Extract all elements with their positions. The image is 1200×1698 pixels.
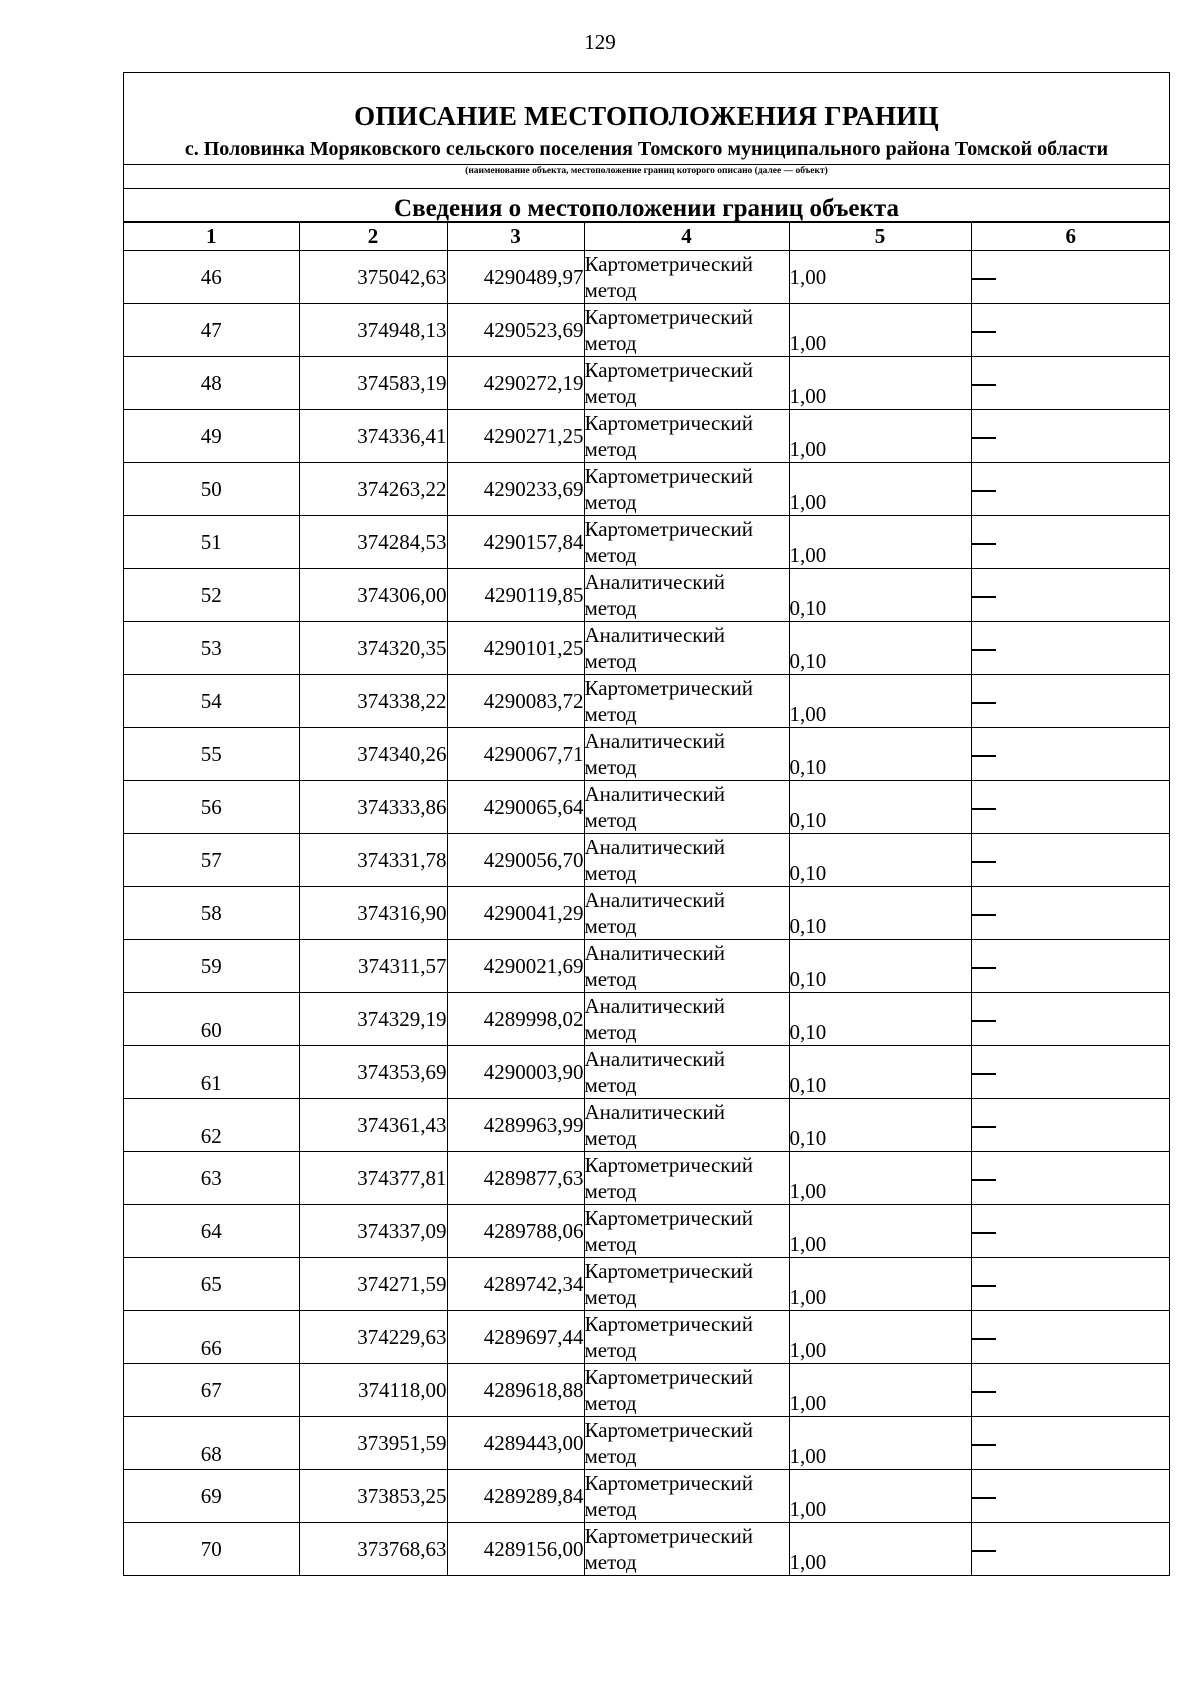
coordinate-x: 374284,53: [299, 516, 447, 569]
empty-dash: [972, 1444, 996, 1446]
method-cell: [584, 569, 789, 622]
method-word: метод: [584, 755, 637, 779]
table-row: [124, 1205, 1170, 1258]
accuracy-value: 1,00: [789, 463, 971, 516]
table-row: [124, 357, 1170, 410]
accuracy-value: 0,10: [789, 781, 971, 834]
point-number: 65: [124, 1258, 299, 1311]
method-name: Картометрический: [584, 252, 753, 276]
method-name: Аналитический: [584, 623, 725, 647]
coordinate-y: 4290083,72: [447, 675, 584, 728]
description-cell: [971, 1099, 1170, 1152]
point-number: 64: [124, 1205, 299, 1258]
coordinate-y: 4290056,70: [447, 834, 584, 887]
description-cell: [971, 569, 1170, 622]
coordinate-x: 373853,25: [299, 1470, 447, 1523]
empty-dash: [972, 967, 996, 969]
coordinate-y: 4290065,64: [447, 781, 584, 834]
accuracy-value: 0,10: [789, 1099, 971, 1152]
object-name: с. Половинка Моряковского сельского поселения Томского муниципального района Томской области: [184, 138, 1109, 160]
empty-dash: [972, 543, 996, 545]
method-cell: [584, 251, 789, 304]
column-header: 2: [299, 223, 447, 251]
table-row: [124, 1258, 1170, 1311]
table-row: [124, 728, 1170, 781]
description-cell: [971, 1523, 1170, 1576]
table-row: [124, 1364, 1170, 1417]
subtitle-underline: [124, 164, 1169, 165]
coordinate-x: 374316,90: [299, 887, 447, 940]
method-cell: [584, 304, 789, 357]
column-header: 3: [447, 223, 584, 251]
table-body: [124, 251, 1170, 1576]
accuracy-value: 0,10: [789, 569, 971, 622]
point-number: 62: [124, 1099, 299, 1152]
description-cell: [971, 940, 1170, 993]
empty-dash: [972, 755, 996, 757]
accuracy-value: 0,10: [789, 887, 971, 940]
table-row: [124, 516, 1170, 569]
description-cell: [971, 357, 1170, 410]
empty-dash: [972, 1391, 996, 1393]
accuracy-value: 1,00: [789, 1311, 971, 1364]
accuracy-value: 1,00: [789, 675, 971, 728]
point-number: 52: [124, 569, 299, 622]
description-cell: [971, 516, 1170, 569]
point-number: 58: [124, 887, 299, 940]
section-title: Сведения о местоположении границ объекта: [124, 189, 1169, 222]
method-name: Картометрический: [584, 1418, 753, 1442]
method-name: Аналитический: [584, 835, 725, 859]
method-name: Картометрический: [584, 1365, 753, 1389]
empty-dash: [972, 331, 996, 333]
description-cell: [971, 304, 1170, 357]
coordinate-y: 4290157,84: [447, 516, 584, 569]
coordinate-y: 4290233,69: [447, 463, 584, 516]
empty-dash: [972, 1020, 996, 1022]
coordinates-table: [124, 222, 1170, 1575]
point-number: 46: [124, 251, 299, 304]
coordinate-x: 374948,13: [299, 304, 447, 357]
accuracy-value: 0,10: [789, 728, 971, 781]
method-name: Картометрический: [584, 1471, 753, 1495]
description-cell: [971, 781, 1170, 834]
method-name: Картометрический: [584, 411, 753, 435]
method-word: метод: [584, 384, 637, 408]
method-word: метод: [584, 808, 637, 832]
point-number: 66: [124, 1311, 299, 1364]
coordinate-y: 4290523,69: [447, 304, 584, 357]
accuracy-value: 1,00: [789, 1205, 971, 1258]
method-cell: [584, 675, 789, 728]
description-cell: [971, 1152, 1170, 1205]
empty-dash: [972, 596, 996, 598]
table-row: [124, 1099, 1170, 1152]
accuracy-value: 1,00: [789, 357, 971, 410]
point-number: 61: [124, 1046, 299, 1099]
method-name: Картометрический: [584, 1312, 753, 1336]
method-word: метод: [584, 1179, 637, 1203]
method-cell: [584, 728, 789, 781]
accuracy-value: 1,00: [789, 516, 971, 569]
method-name: Картометрический: [584, 1259, 753, 1283]
method-cell: [584, 357, 789, 410]
method-word: метод: [584, 1338, 637, 1362]
coordinate-x: 374329,19: [299, 993, 447, 1046]
coordinate-x: 373951,59: [299, 1417, 447, 1470]
document-header: [124, 73, 1169, 189]
method-cell: [584, 1523, 789, 1576]
method-name: Картометрический: [584, 305, 753, 329]
method-cell: [584, 463, 789, 516]
point-number: 49: [124, 410, 299, 463]
empty-dash: [972, 490, 996, 492]
method-name: Аналитический: [584, 1047, 725, 1071]
description-cell: [971, 1046, 1170, 1099]
accuracy-value: 0,10: [789, 940, 971, 993]
method-word: метод: [584, 490, 637, 514]
method-cell: [584, 1205, 789, 1258]
coordinate-y: 4290003,90: [447, 1046, 584, 1099]
coordinate-x: 374229,63: [299, 1311, 447, 1364]
column-header: 1: [124, 223, 299, 251]
coordinate-x: 375042,63: [299, 251, 447, 304]
empty-dash: [972, 1073, 996, 1075]
description-cell: [971, 1417, 1170, 1470]
description-cell: [971, 1205, 1170, 1258]
table-header-row: [124, 223, 1170, 251]
coordinate-y: 4290489,97: [447, 251, 584, 304]
empty-dash: [972, 914, 996, 916]
table-row: [124, 251, 1170, 304]
table-row: [124, 410, 1170, 463]
table-row: [124, 993, 1170, 1046]
description-cell: [971, 1364, 1170, 1417]
method-word: метод: [584, 1232, 637, 1256]
method-cell: [584, 622, 789, 675]
coordinate-y: 4290119,85: [447, 569, 584, 622]
empty-dash: [972, 1232, 996, 1234]
coordinate-x: 374271,59: [299, 1258, 447, 1311]
accuracy-value: 1,00: [789, 1417, 971, 1470]
method-name: Картометрический: [584, 358, 753, 382]
point-number: 50: [124, 463, 299, 516]
table-row: [124, 569, 1170, 622]
coordinate-y: 4289788,06: [447, 1205, 584, 1258]
table-row: [124, 622, 1170, 675]
coordinate-y: 4289156,00: [447, 1523, 584, 1576]
method-cell: [584, 1258, 789, 1311]
coordinate-x: 374353,69: [299, 1046, 447, 1099]
method-word: метод: [584, 1444, 637, 1468]
table-row: [124, 463, 1170, 516]
method-word: метод: [584, 1497, 637, 1521]
table-row: [124, 1470, 1170, 1523]
method-cell: [584, 781, 789, 834]
method-word: метод: [584, 649, 637, 673]
object-name-caption: (наименование объекта, местоположение границ которого описано (далее — объект): [465, 166, 828, 176]
method-cell: [584, 1152, 789, 1205]
method-word: метод: [584, 331, 637, 355]
table-row: [124, 834, 1170, 887]
point-number: 70: [124, 1523, 299, 1576]
method-word: метод: [584, 1073, 637, 1097]
coordinate-x: 374333,86: [299, 781, 447, 834]
table-row: [124, 1152, 1170, 1205]
accuracy-value: 0,10: [789, 622, 971, 675]
empty-dash: [972, 702, 996, 704]
method-word: метод: [584, 543, 637, 567]
coordinate-y: 4290067,71: [447, 728, 584, 781]
point-number: 56: [124, 781, 299, 834]
empty-dash: [972, 649, 996, 651]
method-word: метод: [584, 437, 637, 461]
method-cell: [584, 887, 789, 940]
point-number: 48: [124, 357, 299, 410]
method-word: метод: [584, 1126, 637, 1150]
boundary-description-frame: [123, 72, 1170, 1576]
point-number: 67: [124, 1364, 299, 1417]
coordinate-y: 4290021,69: [447, 940, 584, 993]
method-cell: [584, 410, 789, 463]
description-cell: [971, 622, 1170, 675]
method-name: Картометрический: [584, 1206, 753, 1230]
coordinate-y: 4289618,88: [447, 1364, 584, 1417]
column-header: 4: [584, 223, 789, 251]
point-number: 60: [124, 993, 299, 1046]
accuracy-value: 0,10: [789, 1046, 971, 1099]
coordinate-y: 4289443,00: [447, 1417, 584, 1470]
method-word: метод: [584, 1285, 637, 1309]
coordinate-x: 374263,22: [299, 463, 447, 516]
empty-dash: [972, 861, 996, 863]
point-number: 59: [124, 940, 299, 993]
point-number: 51: [124, 516, 299, 569]
description-cell: [971, 1258, 1170, 1311]
document-title: ОПИСАНИЕ МЕСТОПОЛОЖЕНИЯ ГРАНИЦ: [354, 101, 939, 131]
table-row: [124, 781, 1170, 834]
accuracy-value: 1,00: [789, 1152, 971, 1205]
accuracy-value: 1,00: [789, 1364, 971, 1417]
coordinate-y: 4289697,44: [447, 1311, 584, 1364]
accuracy-value: 1,00: [789, 304, 971, 357]
method-name: Картометрический: [584, 676, 753, 700]
coordinate-x: 374306,00: [299, 569, 447, 622]
empty-dash: [972, 808, 996, 810]
column-header: 5: [789, 223, 971, 251]
coordinate-y: 4289289,84: [447, 1470, 584, 1523]
method-name: Аналитический: [584, 729, 725, 753]
empty-dash: [972, 278, 996, 280]
accuracy-value: 1,00: [789, 251, 971, 304]
accuracy-value: 0,10: [789, 993, 971, 1046]
point-number: 53: [124, 622, 299, 675]
method-name: Аналитический: [584, 888, 725, 912]
description-cell: [971, 410, 1170, 463]
coordinate-x: 374340,26: [299, 728, 447, 781]
coordinate-x: 374336,41: [299, 410, 447, 463]
method-word: метод: [584, 914, 637, 938]
coordinate-x: 374118,00: [299, 1364, 447, 1417]
empty-dash: [972, 1338, 996, 1340]
table-row: [124, 1523, 1170, 1576]
method-name: Аналитический: [584, 994, 725, 1018]
description-cell: [971, 728, 1170, 781]
coordinate-x: 374377,81: [299, 1152, 447, 1205]
table-row: [124, 887, 1170, 940]
accuracy-value: 1,00: [789, 1470, 971, 1523]
method-word: метод: [584, 967, 637, 991]
empty-dash: [972, 1497, 996, 1499]
accuracy-value: 1,00: [789, 1258, 971, 1311]
coordinate-y: 4289877,63: [447, 1152, 584, 1205]
method-word: метод: [584, 278, 637, 302]
method-name: Аналитический: [584, 782, 725, 806]
accuracy-value: 0,10: [789, 834, 971, 887]
point-number: 57: [124, 834, 299, 887]
coordinate-y: 4289742,34: [447, 1258, 584, 1311]
coordinate-x: 374338,22: [299, 675, 447, 728]
empty-dash: [972, 1179, 996, 1181]
method-word: метод: [584, 1020, 637, 1044]
point-number: 69: [124, 1470, 299, 1523]
method-cell: [584, 834, 789, 887]
method-cell: [584, 1364, 789, 1417]
accuracy-value: 1,00: [789, 410, 971, 463]
coordinate-y: 4290271,25: [447, 410, 584, 463]
coordinate-x: 374583,19: [299, 357, 447, 410]
method-cell: [584, 1470, 789, 1523]
coordinate-x: 374320,35: [299, 622, 447, 675]
description-cell: [971, 1470, 1170, 1523]
method-word: метод: [584, 861, 637, 885]
coordinate-y: 4290272,19: [447, 357, 584, 410]
method-name: Аналитический: [584, 570, 725, 594]
method-cell: [584, 516, 789, 569]
method-name: Аналитический: [584, 1100, 725, 1124]
method-cell: [584, 993, 789, 1046]
empty-dash: [972, 437, 996, 439]
table-row: [124, 675, 1170, 728]
empty-dash: [972, 1126, 996, 1128]
method-cell: [584, 940, 789, 993]
coordinate-x: 374361,43: [299, 1099, 447, 1152]
coordinate-y: 4290101,25: [447, 622, 584, 675]
description-cell: [971, 834, 1170, 887]
table-row: [124, 304, 1170, 357]
method-cell: [584, 1311, 789, 1364]
method-word: метод: [584, 1391, 637, 1415]
table-row: [124, 1311, 1170, 1364]
method-word: метод: [584, 702, 637, 726]
description-cell: [971, 675, 1170, 728]
description-cell: [971, 463, 1170, 516]
empty-dash: [972, 1285, 996, 1287]
coordinate-x: 374331,78: [299, 834, 447, 887]
page-number: 129: [584, 30, 616, 54]
coordinate-x: 373768,63: [299, 1523, 447, 1576]
method-cell: [584, 1099, 789, 1152]
point-number: 63: [124, 1152, 299, 1205]
description-cell: [971, 251, 1170, 304]
coordinate-y: 4289963,99: [447, 1099, 584, 1152]
method-name: Картометрический: [584, 464, 753, 488]
coordinate-y: 4290041,29: [447, 887, 584, 940]
method-word: метод: [584, 1550, 637, 1574]
point-number: 47: [124, 304, 299, 357]
method-name: Аналитический: [584, 941, 725, 965]
table-row: [124, 940, 1170, 993]
coordinate-x: 374337,09: [299, 1205, 447, 1258]
method-cell: [584, 1046, 789, 1099]
point-number: 68: [124, 1417, 299, 1470]
column-header: 6: [971, 223, 1170, 251]
empty-dash: [972, 1550, 996, 1552]
method-word: метод: [584, 596, 637, 620]
point-number: 54: [124, 675, 299, 728]
method-cell: [584, 1417, 789, 1470]
method-name: Картометрический: [584, 1524, 753, 1548]
description-cell: [971, 887, 1170, 940]
coordinate-x: 374311,57: [299, 940, 447, 993]
description-cell: [971, 993, 1170, 1046]
table-row: [124, 1046, 1170, 1099]
coordinate-y: 4289998,02: [447, 993, 584, 1046]
accuracy-value: 1,00: [789, 1523, 971, 1576]
description-cell: [971, 1311, 1170, 1364]
empty-dash: [972, 384, 996, 386]
method-name: Картометрический: [584, 517, 753, 541]
method-name: Картометрический: [584, 1153, 753, 1177]
table-row: [124, 1417, 1170, 1470]
point-number: 55: [124, 728, 299, 781]
